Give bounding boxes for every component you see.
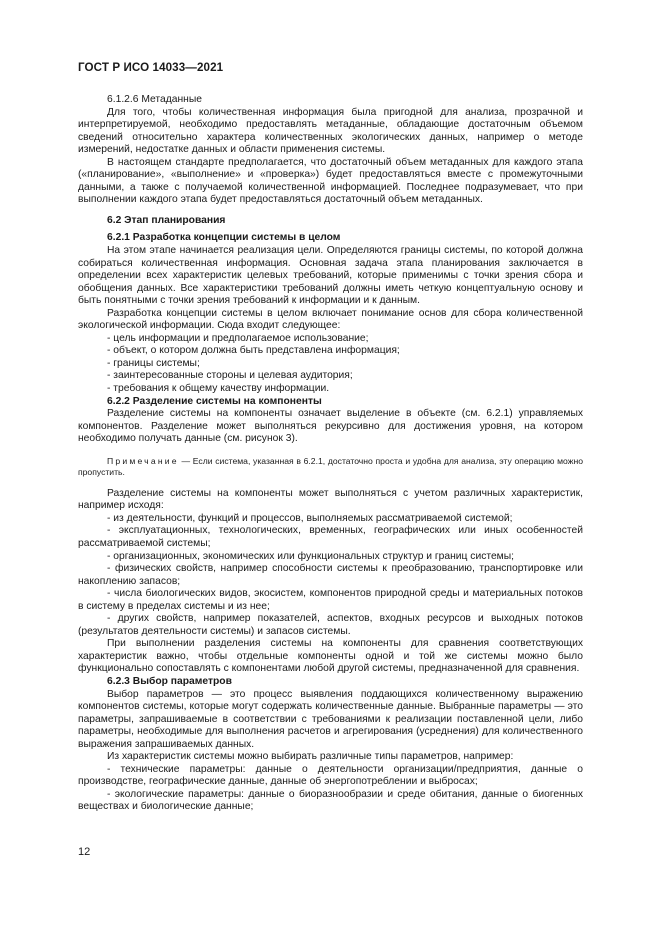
page-number: 12 [78, 846, 91, 858]
paragraph: Выбор параметров — это процесс выявления поддающихся количественному выражению компонентов системы, которые могут содержать количественные данные. Выбранные параметры — это параметры, запрашиваемые в соответствии с требованиями к реализации поставленной цели, либо параметры, необходимые для выполнения расчетов и агрегирования (усреднения) для количественного выражения запрашиваемых данных. [78, 688, 583, 750]
section-heading-6-2: 6.2 Этап планирования [107, 214, 226, 226]
paragraph: При выполнении разделения системы на компоненты для сравнения соответствующих характеристик важно, чтобы отдельные компоненты одной и той же системы можно было функционально сопоставлять с компонентами любой другой системы, предназначенной для сравнения. [78, 638, 583, 675]
note-label: Примечание [107, 455, 179, 466]
list-item: - технические параметры: данные о деятельности организации/предприятия, данные о производстве, географические данные, данные об энергопотреблении и выбросах; [78, 763, 583, 788]
list-item: - физических свойств, например способности системы к преобразованию, транспортировке или накоплению запасов; [78, 563, 583, 587]
paragraph: На этом этапе начинается реализация цели. Определяются границы системы, по которой должна собираться количественная информация. Основная задача этапа планирования заключается в определении всех характеристик целевых требований, которые применимы с точки зрения сбора и обобщения данных. Все характеристики требований должны иметь четкую концептуальную основу и быть понятными с точки зрения требований к информации и к данным. [78, 245, 583, 307]
document-body [78, 94, 583, 814]
list-item: - требования к общему качеству информации. [107, 383, 330, 395]
paragraph: Из характеристик системы можно выбирать различные типы параметров, например: [107, 751, 514, 763]
document-header: ГОСТ Р ИСО 14033—2021 [78, 61, 224, 74]
list-item: - границы системы; [107, 357, 200, 369]
list-item: - числа биологических видов, экосистем, компонентов природной среды и материальных потоков в систему в пределах системы и из нее; [78, 588, 583, 612]
subsection-heading-6-2-2: 6.2.2 Разделение системы на компоненты [107, 395, 322, 407]
list-item: - организационных, экономических или функциональных структур и границ системы; [107, 550, 515, 562]
list-item: - объект, о котором должна быть представлена информация; [107, 345, 400, 357]
paragraph: Разделение системы на компоненты может выполняться с учетом различных характеристик, например исходя: [78, 487, 583, 512]
list-item: - эксплуатационных, технологических, временных, географических или иных особенностей рассматриваемой системы; [78, 525, 583, 549]
paragraph: Для того, чтобы количественная информация была пригодной для анализа, прозрачной и интерпретируемой, необходимо предоставлять метаданные, обладающие достаточным объемом сведений относительно характера количественных экологических данных, например о методе измерений, недостатке данных и области применения системы. [78, 106, 583, 156]
paragraph: В настоящем стандарте предполагается, что достаточный объем метаданных для каждого этапа («планирование», «выполнение» и «проверка») будет предоставляться вместе с промежуточными данными, а также с получаемой количественной информацией. Последнее подразумевает, что при выполнении каждого этапа будет предоставляться достаточный объем метаданных. [78, 156, 583, 206]
paragraph: Разделение системы на компоненты означает выделение в объекте (см. 6.2.1) управляемых компонентов. Разделение может выполняться рекурсивно для достижения уровня, на котором необходимо получать данные (см. рисунок 3). [78, 408, 583, 445]
paragraph: Разработка концепции системы в целом включает понимание основ для сбора количественной экологической информации. Сюда входит следующее: [78, 307, 583, 332]
list-item: - экологические параметры: данные о биоразнообразии и среде обитания, данные о биогенных веществах и биологические данные; [78, 788, 583, 813]
note [78, 456, 583, 478]
list-item: - заинтересованные стороны и целевая аудитория; [107, 370, 353, 382]
subsection-heading-6-2-1: 6.2.1 Разработка концепции системы в целом [107, 232, 341, 244]
subsection-title-6-1-2-6: 6.1.2.6 Метаданные [107, 94, 202, 105]
note-text: — Если система, указанная в 6.2.1, достаточно проста и удобна для анализа, эту операцию можно пропустить. [78, 455, 583, 477]
list-item: - из деятельности, функций и процессов, выполняемых рассматриваемой системой; [107, 512, 513, 524]
list-item: - других свойств, например показателей, аспектов, входных ресурсов и выходных потоков (результатов деятельности системы) и запасов системы. [78, 613, 583, 637]
list-item: - цель информации и предполагаемое использование; [107, 332, 369, 344]
subsection-heading-6-2-3: 6.2.3 Выбор параметров [107, 675, 232, 687]
